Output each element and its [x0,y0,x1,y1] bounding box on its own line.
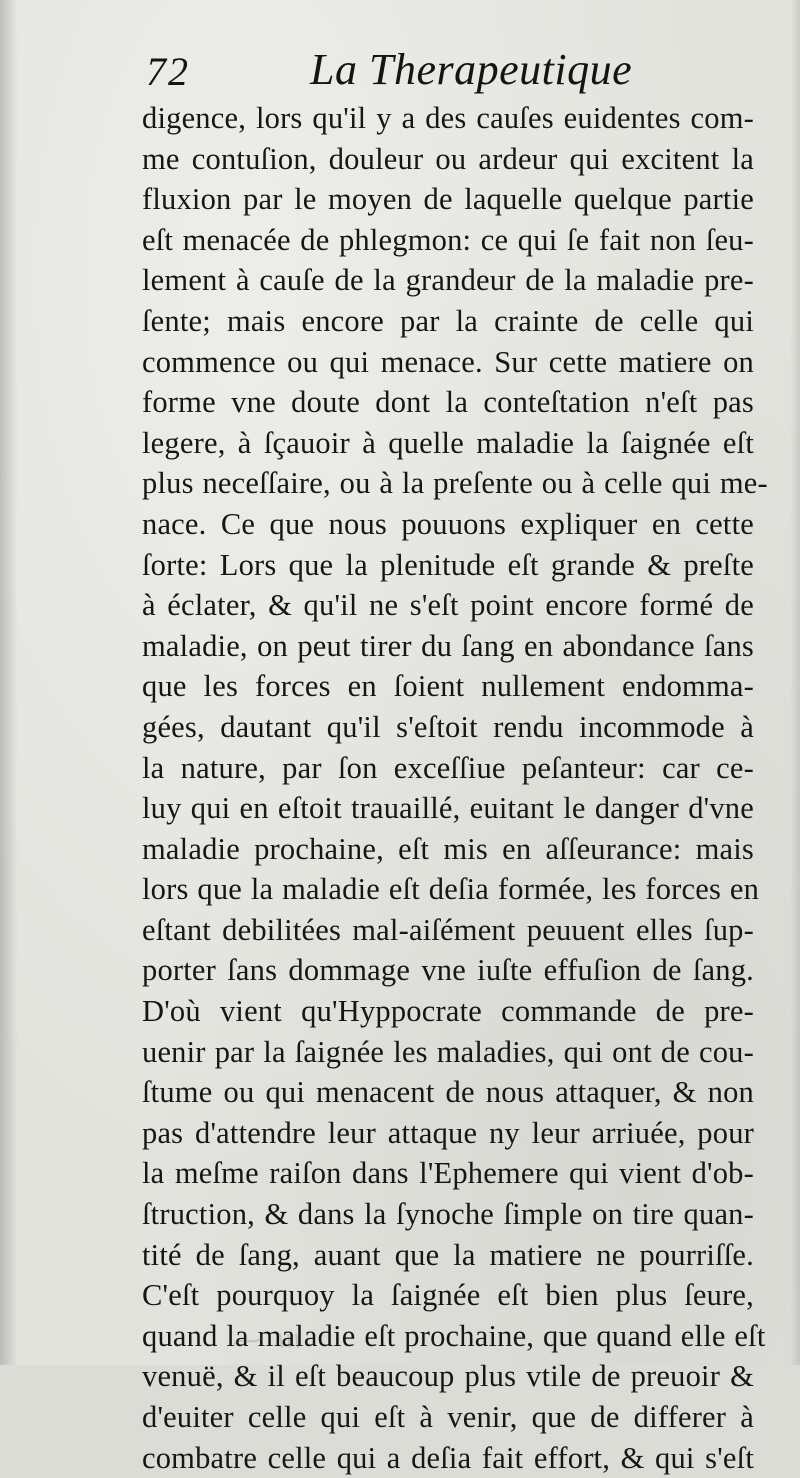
text-line: me contuſion, douleur ou ardeur qui excitent la [142,141,754,176]
text-line: tité de ſang, auant que la matiere ne pourriſſe. [142,1237,754,1272]
page-number: 72 [146,49,190,94]
text-line: porter ſans dommage vne iuſte effuſion de ſang. [142,953,754,988]
text-line: nace. Ce que nous pouuons expliquer en cette [142,506,754,541]
text-line: quand la maladie eſt prochaine, que quand elle eſt [142,1318,766,1353]
text-line: C'eſt pourquoy la ſaignée eſt bien plus ſeure, [142,1278,754,1313]
page-header [140,44,760,100]
text-line: fluxion par le moyen de laquelle quelque partie [142,182,754,217]
text-line: gées, dautant qu'il s'eſtoit rendu incommode à [142,709,754,744]
text-line: eſtant debilitées mal-aiſément peuuent elles ſup- [142,912,754,947]
text-line: lement à cauſe de la grandeur de la maladie pre- [142,263,754,298]
text-line: legere, à ſçauoir à quelle maladie la ſaignée eſt [142,425,754,460]
text-line: forme vne doute dont la conteſtation n'eſt pas [142,385,754,420]
body-text [142,98,768,1478]
text-line: lors que la maladie eſt deſia formée, les forces en [142,872,760,907]
text-line: ſtruction, & dans la ſynoche ſimple on tire quan- [142,1197,754,1232]
running-title: La Therapeutique [310,45,633,94]
text-line: pas d'attendre leur attaque ny leur arriuée, pour [142,1115,754,1150]
text-line: eſt menacée de phlegmon: ce qui ſe fait non ſeu- [142,222,754,257]
text-line: luy qui en eſtoit trauaillé, euitant le danger d'vne [142,791,754,826]
text-line: d'euiter celle qui eſt à venir, que de differer à [142,1400,754,1434]
text-line: commence ou qui menace. Sur cette matiere on [142,344,754,379]
text-line: digence, lors qu'il y a des cauſes euidentes com- [142,101,754,135]
text-line: combatre celle qui a deſia fait effort, & qui s'eſt [142,1440,754,1475]
text-line: maladie prochaine, eſt mis en aſſeurance: mais [142,831,754,866]
text-line: ſorte: Lors que la plenitude eſt grande & preſte [142,547,754,582]
text-line: plus neceſſaire, ou à la preſente ou à celle qui me- [142,466,768,501]
text-line: venuë, & il eſt beaucoup plus vtile de preuoir & [142,1359,754,1394]
text-line: la meſme raiſon dans l'Ephemere qui vient d'ob- [142,1156,754,1191]
text-line: D'où vient qu'Hyppocrate commande de pre- [142,994,754,1029]
text-line: uenir par la ſaignée les maladies, qui ont de cou- [142,1034,754,1069]
text-line: maladie, on peut tirer du ſang en abondance ſans [142,628,754,663]
text-line: à éclater, & qu'il ne s'eſt point encore formé de [142,588,754,623]
text-line: que les forces en ſoient nullement endomma- [142,669,754,704]
text-line: ſente; mais encore par la crainte de celle qui [142,303,754,338]
bleed-through-mark [230,1326,320,1352]
text-line: la nature, par ſon exceſſiue peſanteur: car ce- [142,750,754,785]
page-edge-shadow [790,0,800,1365]
text-line: ſtume ou qui menacent de nous attaquer, & non [142,1075,754,1110]
gutter-shadow [0,0,18,1365]
